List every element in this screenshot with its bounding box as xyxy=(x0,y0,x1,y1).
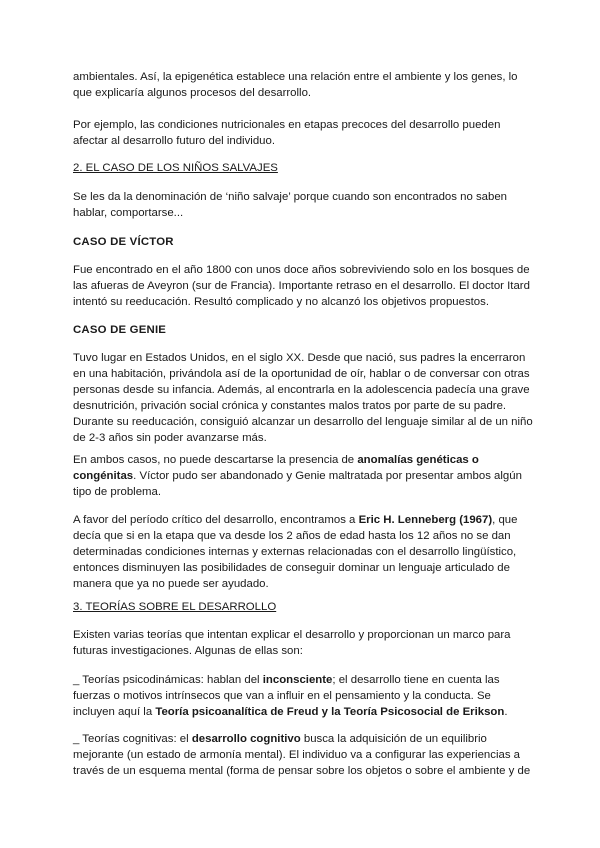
psico-text-bold-2: Teoría psicoanalítica de Freud y la Teoría Psicosocial de Erikson xyxy=(155,706,505,718)
ambos-paragraph xyxy=(73,452,533,500)
critico-paragraph xyxy=(73,512,533,592)
section-2-intro: Se les da la denominación de ‘niño salvaje’ porque cuando son encontrados no saben hablar, comportarse... xyxy=(73,191,507,219)
cogn-text-post: busca la adquisición de un equilibrio mejorante (un estado de armonía mental). El individuo va a configurar las experiencias a través de un esquema mental (forma de pensar sobre los objetos o sobre el ambiente y de xyxy=(73,733,531,777)
ambos-text-post: . Víctor pudo ser abandonado y Genie maltratada por presentar ambos algún tipo de problema. xyxy=(73,470,522,498)
cognitivas-paragraph xyxy=(73,731,533,779)
genie-heading: CASO DE GENIE xyxy=(73,324,167,336)
critico-text-bold: Eric H. Lenneberg (1967) xyxy=(358,514,493,526)
psicodinamicas-paragraph xyxy=(73,672,533,720)
intro-paragraph-2: Por ejemplo, las condiciones nutricionales en etapas precoces del desarrollo pueden afectar al desarrollo futuro del individuo. xyxy=(73,119,501,147)
critico-text-post: , que decía que si en la etapa que va desde los 2 años de edad hasta los 12 años no se dan determinadas condiciones internas y externas relacionadas con el desarrollo lingüístico, entonces disminuyen las posibilidades de conseguir dominar un lenguaje articulado de manera que ya no puede ser ayudado. xyxy=(73,514,518,590)
section-2-heading: 2. EL CASO DE LOS NIÑOS SALVAJES xyxy=(73,162,278,174)
psico-text-post: . xyxy=(504,706,508,718)
intro-paragraph-1: ambientales. Así, la epigenética establece una relación entre el ambiente y los genes, lo que explicaría algunos procesos del desarrollo. xyxy=(73,71,518,99)
ambos-text-bold: anomalías genéticas o congénitas xyxy=(73,454,479,482)
psico-text-pre: _ Teorías psicodinámicas: hablan del xyxy=(73,674,263,686)
genie-text: Tuvo lugar en Estados Unidos, en el siglo XX. Desde que nació, sus padres la encerraron en una habitación, privándola así de la oportunidad de oír, hablar o de conversar con otras personas desde su infancia. Además, al encontrarla en la adolescencia padecía una grave desnutrición, privación social crónica y constantes malos tratos por parte de su padre. Durante su reeducación, consiguió alcanzar un desarrollo del lenguaje similar al de un niño de 2-3 años sin poder avanzarse más. xyxy=(73,352,533,444)
critico-text-pre: A favor del período crítico del desarrollo, encontramos a xyxy=(73,514,359,526)
section-3-heading: 3. TEORÍAS SOBRE EL DESARROLLO xyxy=(73,601,277,613)
cogn-text-pre: _ Teorías cognitivas: el xyxy=(73,733,192,745)
psico-text-bold-1: inconsciente xyxy=(262,674,333,686)
section-3-intro: Existen varias teorías que intentan explicar el desarrollo y proporcionan un marco para futuras investigaciones. Algunas de ellas son: xyxy=(73,629,511,657)
ambos-text-pre: En ambos casos, no puede descartarse la presencia de xyxy=(73,454,358,466)
psico-text-mid: ; el desarrollo tiene en cuenta las fuerzas o motivos intrínsecos que van a influir en el pensamiento y la conducta. Se incluyen aquí la xyxy=(73,674,500,718)
cogn-text-bold: desarrollo cognitivo xyxy=(191,733,301,745)
victor-heading: CASO DE VÍCTOR xyxy=(73,236,174,248)
victor-text: Fue encontrado en el año 1800 con unos doce años sobreviviendo solo en los bosques de las afueras de Aveyron (sur de Francia). Importante retraso en el desarrollo. El doctor Itard intentó su reeducación. Resultó complicado y no alcanzó los objetivos propuestos. xyxy=(73,264,530,308)
